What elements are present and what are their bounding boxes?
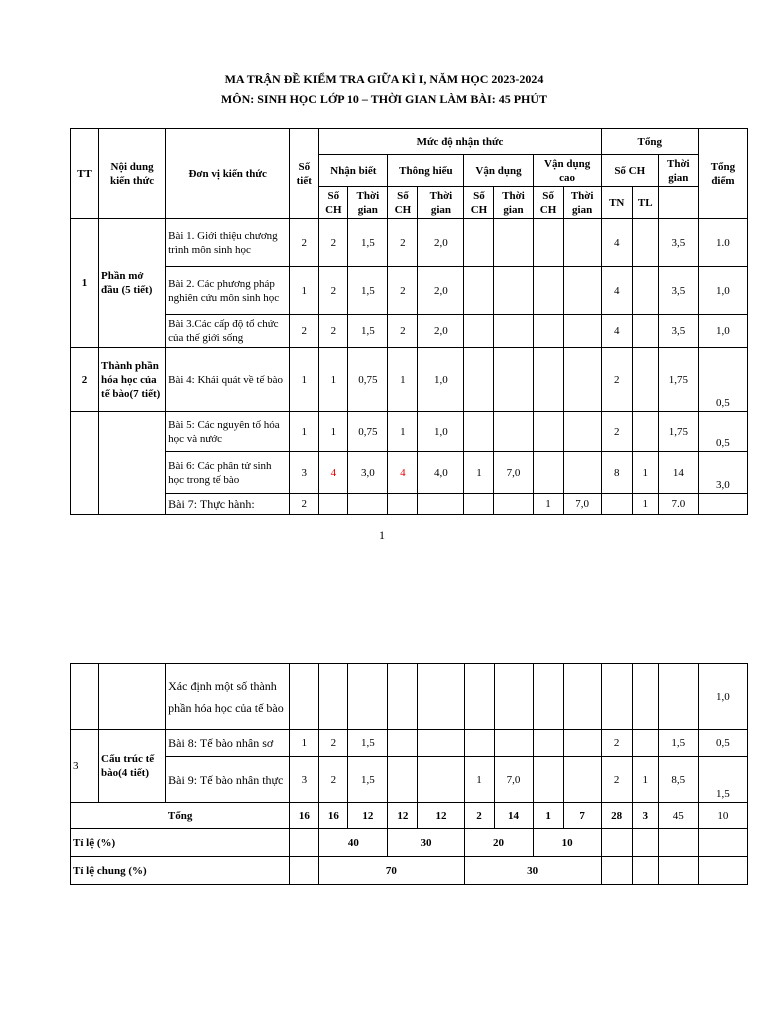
row-diem: 1,0 — [698, 664, 747, 730]
ratio-vdc: 10 — [533, 829, 601, 857]
table-row — [71, 664, 748, 730]
row-don-vi: Bài 8: Tế bào nhân sơ — [166, 730, 290, 757]
total-vd-tg: 14 — [494, 803, 533, 829]
row-nb-ch — [319, 494, 348, 515]
ratio-general-row — [71, 857, 748, 885]
row-diem: 1,0 — [698, 315, 747, 348]
row-so-tiet: 1 — [290, 348, 319, 412]
row-nb-ch: 4 — [319, 452, 348, 494]
row-vdc-tg — [563, 315, 601, 348]
row-nb-ch: 1 — [319, 412, 348, 452]
row-tn: 4 — [601, 315, 632, 348]
row-vdc-tg — [563, 219, 601, 267]
row-th-ch: 1 — [388, 348, 418, 412]
row-vdc-ch — [533, 267, 563, 315]
row-so-tiet: 1 — [290, 267, 319, 315]
header-noi-dung: Nội dung kiến thức — [99, 129, 166, 219]
row-tt: 3 — [71, 730, 99, 803]
row-tn: 2 — [601, 757, 632, 803]
row-nb-ch: 2 — [319, 219, 348, 267]
row-vd-ch — [464, 412, 494, 452]
row-nb-tg — [348, 664, 388, 730]
row-tl — [632, 730, 658, 757]
row-don-vi: Bài 5: Các nguyên tố hóa học và nước — [166, 412, 290, 452]
row-th-ch — [388, 757, 418, 803]
row-don-vi: Bài 1. Giới thiệu chương trình môn sinh học — [166, 219, 290, 267]
row-tg: 3,5 — [658, 219, 698, 267]
header-th-thoi-gian: Thời gian — [418, 187, 464, 219]
row-tg: 3,5 — [658, 315, 698, 348]
row-diem: 0,5 — [698, 412, 747, 452]
ratio-tn — [601, 829, 632, 857]
header-muc-do: Mức độ nhận thức — [319, 129, 601, 155]
row-vd-tg — [494, 267, 533, 315]
row-th-ch: 1 — [388, 412, 418, 452]
row-th-tg — [418, 494, 464, 515]
row-vdc-ch — [533, 315, 563, 348]
page-number: 1 — [379, 528, 385, 542]
row-th-ch: 2 — [388, 267, 418, 315]
table-row — [71, 494, 748, 515]
header-van-dung: Vận dụng — [464, 155, 533, 187]
row-tg: 3,5 — [658, 267, 698, 315]
row-nb-tg: 1,5 — [348, 757, 388, 803]
table-row — [71, 730, 748, 757]
row-tt — [71, 664, 99, 730]
row-nb-ch: 2 — [319, 730, 348, 757]
header-nhan-biet: Nhận biết — [319, 155, 388, 187]
row-tg: 7.0 — [658, 494, 698, 515]
ratio-diem — [698, 829, 747, 857]
table-row — [71, 757, 748, 803]
ratio-general-tn — [601, 857, 632, 885]
row-vd-ch: 1 — [464, 452, 494, 494]
header-th-so-ch: Số CH — [388, 187, 418, 219]
total-nb-ch: 16 — [319, 803, 348, 829]
header-tong-diem: Tổng điểm — [698, 129, 747, 219]
ratio-general-a: 70 — [319, 857, 464, 885]
table-row — [71, 348, 748, 412]
header-nb-thoi-gian: Thời gian — [348, 187, 388, 219]
ratio-row — [71, 829, 748, 857]
row-tl: 1 — [632, 757, 658, 803]
ratio-general-so-tiet — [290, 857, 319, 885]
row-noi-dung — [99, 412, 166, 515]
row-th-tg: 1,0 — [418, 412, 464, 452]
row-th-tg: 2,0 — [418, 315, 464, 348]
row-diem — [698, 494, 747, 515]
matrix-table-page1 — [70, 128, 748, 515]
row-so-tiet: 1 — [290, 730, 319, 757]
row-diem: 3,0 — [698, 452, 747, 494]
row-vdc-ch — [533, 412, 563, 452]
row-vdc-ch — [533, 664, 563, 730]
row-diem: 0,5 — [698, 730, 747, 757]
document-title: MA TRẬN ĐỀ KIỂM TRA GIỮA KÌ I, NĂM HỌC 2023-2024 — [224, 72, 544, 86]
total-tn: 28 — [601, 803, 632, 829]
ratio-th: 30 — [388, 829, 464, 857]
header-van-dung-cao: Vận dụng cao — [533, 155, 601, 187]
row-nb-tg: 1,5 — [348, 730, 388, 757]
total-diem: 10 — [698, 803, 747, 829]
row-diem: 0,5 — [698, 348, 747, 412]
row-nb-ch: 2 — [319, 757, 348, 803]
row-tg: 1,75 — [658, 348, 698, 412]
row-tt: 2 — [71, 348, 99, 412]
row-tn: 2 — [601, 348, 632, 412]
total-tl: 3 — [632, 803, 658, 829]
row-tt: 1 — [71, 219, 99, 348]
row-th-ch — [388, 494, 418, 515]
header-nb-so-ch: Số CH — [319, 187, 348, 219]
row-tn — [601, 664, 632, 730]
row-don-vi: Bài 9: Tế bào nhân thực — [166, 757, 290, 803]
total-nb-tg: 12 — [348, 803, 388, 829]
table-row — [71, 452, 748, 494]
row-so-tiet: 3 — [290, 757, 319, 803]
row-vd-tg — [494, 315, 533, 348]
row-don-vi: Bài 4: Khái quát về tế bào — [166, 348, 290, 412]
header-tn: TN — [601, 187, 632, 219]
row-tn: 2 — [601, 412, 632, 452]
row-tn — [601, 494, 632, 515]
header-vd-thoi-gian: Thời gian — [494, 187, 533, 219]
table-row — [71, 315, 748, 348]
row-so-tiet: 3 — [290, 452, 319, 494]
header-vdc-so-ch: Số CH — [533, 187, 563, 219]
ratio-general-label: Tỉ lệ chung (%) — [71, 857, 290, 885]
ratio-general-diem — [698, 857, 747, 885]
row-th-tg: 1,0 — [418, 348, 464, 412]
row-tn: 2 — [601, 730, 632, 757]
row-tt — [71, 412, 99, 515]
row-nb-tg: 1,5 — [348, 219, 388, 267]
row-vdc-ch — [533, 348, 563, 412]
ratio-vd: 20 — [464, 829, 533, 857]
row-tl — [632, 267, 658, 315]
header-vdc-thoi-gian: Thời gian — [563, 187, 601, 219]
row-noi-dung: Phần mở đầu (5 tiết) — [99, 219, 166, 348]
row-nb-tg: 3,0 — [348, 452, 388, 494]
table-row — [71, 412, 748, 452]
ratio-tl — [632, 829, 658, 857]
row-th-tg: 2,0 — [418, 219, 464, 267]
row-don-vi: Bài 3.Các cấp độ tổ chức của thế giới sống — [166, 315, 290, 348]
row-nb-ch: 1 — [319, 348, 348, 412]
row-don-vi: Bài 7: Thực hành: — [166, 494, 290, 515]
row-vd-tg: 7,0 — [494, 452, 533, 494]
row-nb-ch: 2 — [319, 267, 348, 315]
row-th-tg — [418, 757, 464, 803]
row-th-ch — [388, 664, 418, 730]
row-so-tiet: 2 — [290, 494, 319, 515]
row-vdc-tg — [563, 664, 601, 730]
row-vdc-tg — [563, 757, 601, 803]
row-vdc-ch — [533, 219, 563, 267]
ratio-general-tg — [658, 857, 698, 885]
row-nb-tg: 0,75 — [348, 412, 388, 452]
row-vd-tg — [494, 348, 533, 412]
row-th-ch — [388, 730, 418, 757]
total-th-ch: 12 — [388, 803, 418, 829]
row-vd-ch: 1 — [464, 757, 494, 803]
row-tl: 1 — [632, 494, 658, 515]
row-nb-tg — [348, 494, 388, 515]
row-nb-tg: 1,5 — [348, 315, 388, 348]
row-don-vi: Xác định một số thành phần hóa học của tế bào — [166, 664, 290, 730]
row-vdc-tg — [563, 730, 601, 757]
row-tg: 1,75 — [658, 412, 698, 452]
row-tg — [658, 664, 698, 730]
table-row — [71, 267, 748, 315]
document-subtitle: MÔN: SINH HỌC LỚP 10 – THỜI GIAN LÀM BÀI: 45 PHÚT — [220, 92, 548, 106]
row-vdc-tg — [563, 452, 601, 494]
row-vd-tg — [494, 494, 533, 515]
row-don-vi: Bài 2. Các phương pháp nghiên cứu môn sinh học — [166, 267, 290, 315]
row-th-tg: 4,0 — [418, 452, 464, 494]
row-vd-tg — [494, 412, 533, 452]
row-th-tg — [418, 664, 464, 730]
row-noi-dung — [99, 664, 166, 730]
row-nb-tg: 1,5 — [348, 267, 388, 315]
row-vd-tg: 7,0 — [494, 757, 533, 803]
row-tl: 1 — [632, 452, 658, 494]
row-vd-ch — [464, 315, 494, 348]
row-th-tg — [418, 730, 464, 757]
row-tg: 1,5 — [658, 730, 698, 757]
row-vdc-ch — [533, 730, 563, 757]
header-tt: TT — [71, 129, 99, 219]
row-so-tiet: 1 — [290, 412, 319, 452]
row-tl — [632, 664, 658, 730]
row-tl — [632, 315, 658, 348]
ratio-label: Tỉ lệ (%) — [71, 829, 290, 857]
ratio-tg — [658, 829, 698, 857]
row-tn: 4 — [601, 267, 632, 315]
row-vdc-tg: 7,0 — [563, 494, 601, 515]
row-noi-dung: Thành phần hóa học của tế bào(7 tiết) — [99, 348, 166, 412]
row-vdc-tg — [563, 348, 601, 412]
header-thong-hieu: Thông hiểu — [388, 155, 464, 187]
row-th-ch: 4 — [388, 452, 418, 494]
header-vd-so-ch: Số CH — [464, 187, 494, 219]
row-th-ch: 2 — [388, 315, 418, 348]
row-tl — [632, 219, 658, 267]
header-so-ch-group: Số CH — [601, 155, 658, 187]
row-tg: 14 — [658, 452, 698, 494]
header-tl: TL — [632, 187, 658, 219]
row-vd-ch — [464, 494, 494, 515]
ratio-nb: 40 — [319, 829, 388, 857]
total-row — [71, 803, 748, 829]
row-tl — [632, 348, 658, 412]
matrix-table-page2 — [70, 663, 748, 885]
row-vd-ch — [464, 219, 494, 267]
total-vd-ch: 2 — [464, 803, 494, 829]
row-vd-ch — [464, 664, 494, 730]
total-vdc-ch: 1 — [533, 803, 563, 829]
row-don-vi: Bài 6: Các phân tử sinh học trong tế bào — [166, 452, 290, 494]
row-so-tiet: 2 — [290, 315, 319, 348]
row-nb-ch: 2 — [319, 315, 348, 348]
ratio-so-tiet — [290, 829, 319, 857]
row-so-tiet — [290, 664, 319, 730]
header-thoi-gian-group: Thời gian — [658, 155, 698, 187]
ratio-general-tl — [632, 857, 658, 885]
row-tl — [632, 412, 658, 452]
row-diem: 1.0 — [698, 219, 747, 267]
row-vd-tg — [494, 219, 533, 267]
total-label: Tổng — [71, 803, 290, 829]
total-vdc-tg: 7 — [563, 803, 601, 829]
row-th-ch: 2 — [388, 219, 418, 267]
row-diem: 1,0 — [698, 267, 747, 315]
row-nb-ch — [319, 664, 348, 730]
row-vdc-ch — [533, 452, 563, 494]
ratio-general-b: 30 — [464, 857, 601, 885]
row-vd-ch — [464, 348, 494, 412]
row-vdc-tg — [563, 412, 601, 452]
header-empty — [658, 187, 698, 219]
header-so-tiet: Số tiết — [290, 129, 319, 219]
row-vdc-ch: 1 — [533, 494, 563, 515]
total-so-tiet: 16 — [290, 803, 319, 829]
row-tn: 4 — [601, 219, 632, 267]
row-so-tiet: 2 — [290, 219, 319, 267]
total-th-tg: 12 — [418, 803, 464, 829]
row-vd-ch — [464, 267, 494, 315]
total-tg: 45 — [658, 803, 698, 829]
row-nb-tg: 0,75 — [348, 348, 388, 412]
row-vdc-ch — [533, 757, 563, 803]
row-vd-tg — [494, 730, 533, 757]
row-noi-dung: Cấu trúc tế bào(4 tiết) — [99, 730, 166, 803]
row-vd-tg — [494, 664, 533, 730]
table-row — [71, 219, 748, 267]
row-tn: 8 — [601, 452, 632, 494]
header-don-vi: Đơn vị kiến thức — [166, 129, 290, 219]
row-vdc-tg — [563, 267, 601, 315]
row-tg: 8,5 — [658, 757, 698, 803]
header-tong: Tổng — [601, 129, 698, 155]
row-diem: 1,5 — [698, 757, 747, 803]
row-th-tg: 2,0 — [418, 267, 464, 315]
row-vd-ch — [464, 730, 494, 757]
